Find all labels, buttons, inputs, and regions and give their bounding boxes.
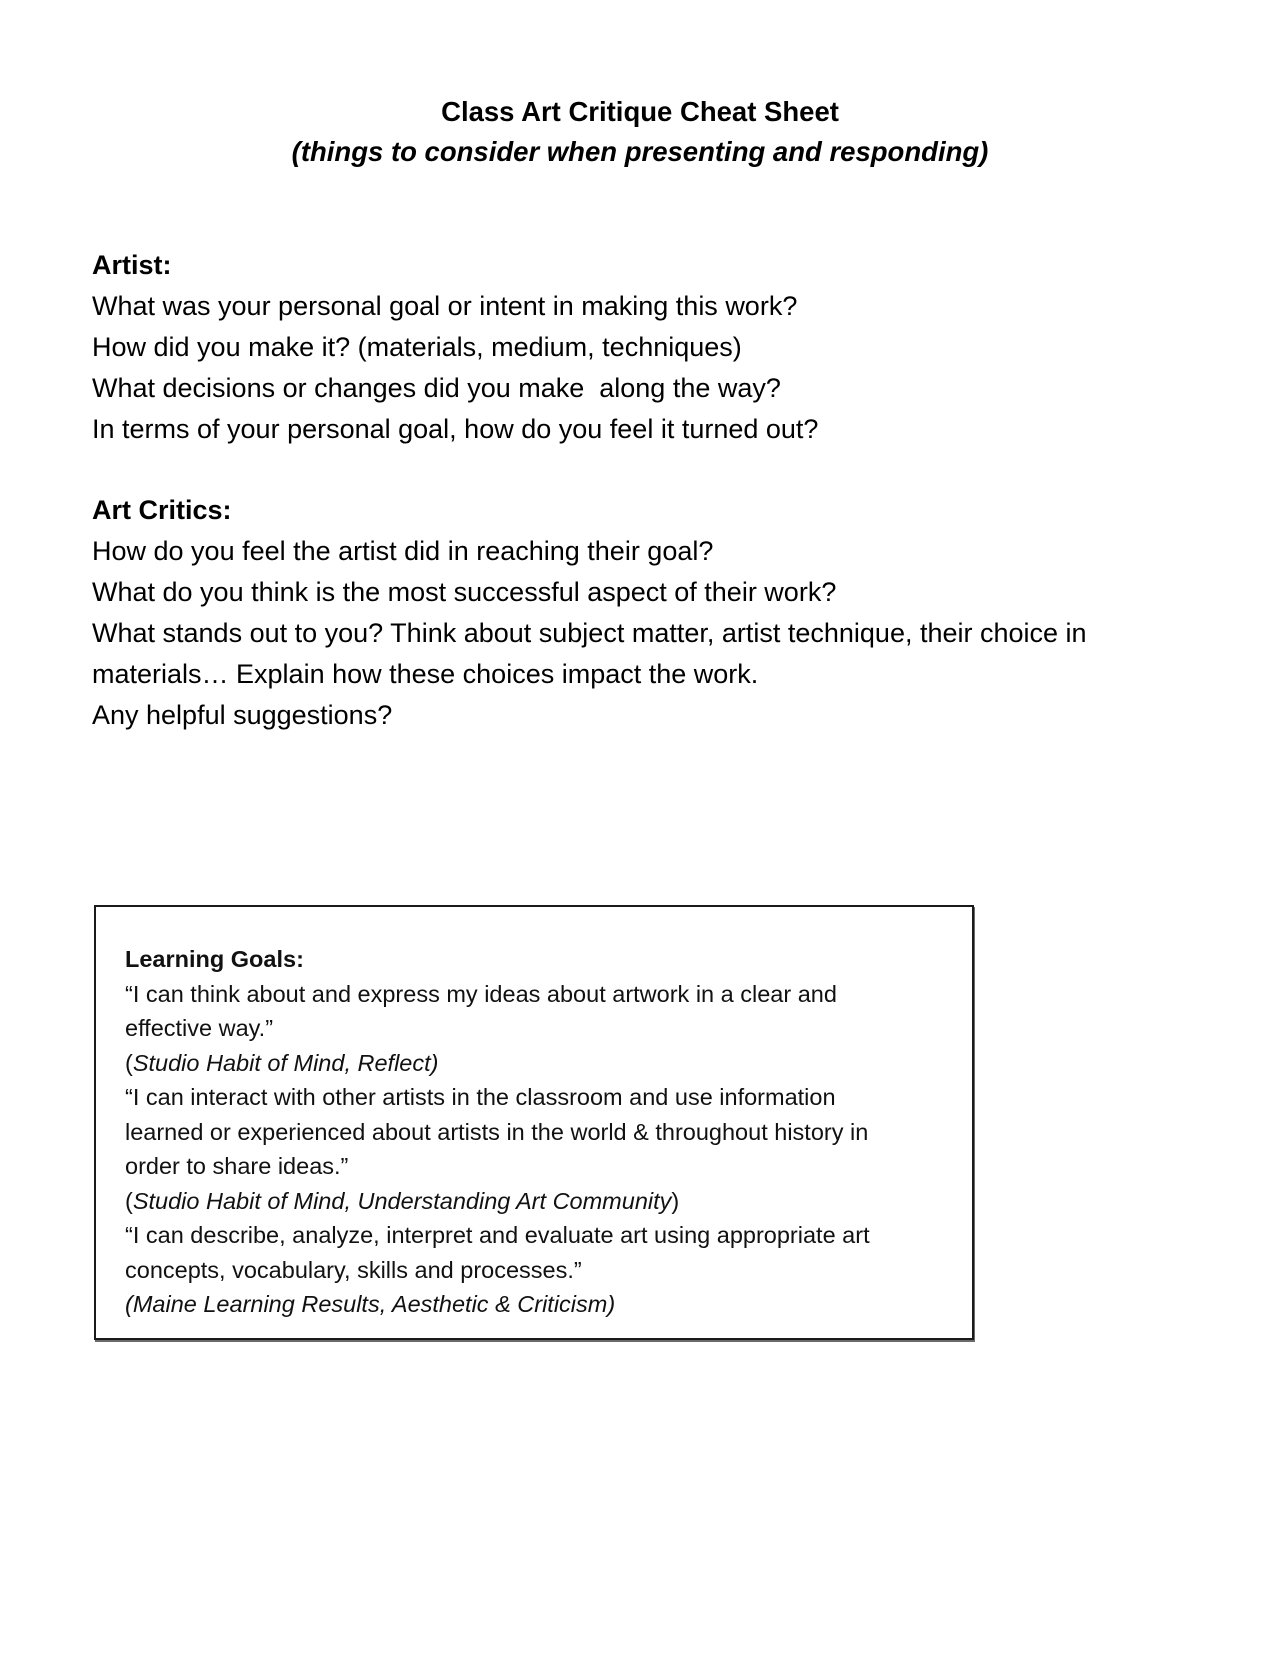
learning-goal-text: concepts, vocabulary, skills and processes.” (125, 1256, 582, 1283)
learning-goal-text: “I can think about and express my ideas about artwork in a clear and (125, 980, 837, 1007)
title-block (0, 92, 1280, 172)
artist-question: In terms of your personal goal, how do you feel it turned out? (92, 414, 819, 444)
learning-goals-box (94, 905, 974, 1340)
artist-question: How did you make it? (materials, medium, techniques) (92, 332, 742, 362)
learning-goal-source (125, 1046, 955, 1081)
learning-goal-text: effective way.” (125, 1015, 274, 1041)
document-title: Class Art Critique Cheat Sheet (441, 96, 839, 127)
paren-close: ) (671, 1187, 680, 1214)
learning-goal-source (125, 1184, 955, 1219)
critics-question: materials… Explain how these choices impact the work. (92, 659, 759, 689)
source-text: (Maine Learning Results, Aesthetic & Criticism) (125, 1291, 616, 1317)
critics-heading: Art Critics: (92, 495, 232, 525)
critics-question: What stands out to you? Think about subject matter, artist technique, their choice in (92, 618, 1087, 648)
artist-section (92, 245, 1212, 450)
paren-open: ( (125, 1049, 133, 1076)
source-text: Studio Habit of Mind, Understanding Art Community (132, 1187, 672, 1214)
paren-open: ( (125, 1187, 133, 1214)
critics-question: Any helpful suggestions? (92, 700, 393, 730)
learning-goals-heading: Learning Goals: (125, 946, 304, 972)
artist-question: What decisions or changes did you make along the way? (92, 373, 781, 403)
learning-goal-text: “I can describe, analyze, interpret and evaluate art using appropriate art (125, 1222, 870, 1248)
artist-heading: Artist: (92, 250, 172, 280)
document-subtitle: (things to consider when presenting and responding) (291, 136, 989, 167)
critics-section (92, 490, 1212, 736)
critics-question: What do you think is the most successful aspect of their work? (92, 577, 837, 607)
learning-goals-content (125, 942, 955, 1322)
critics-question: How do you feel the artist did in reaching their goal? (92, 536, 714, 566)
source-text: Studio Habit of Mind, Reflect) (132, 1049, 439, 1076)
artist-question: What was your personal goal or intent in making this work? (92, 291, 798, 321)
learning-goal-text: order to share ideas.” (125, 1153, 349, 1179)
learning-goal-source (125, 1287, 955, 1322)
learning-goal-text: “I can interact with other artists in the classroom and use information (125, 1084, 836, 1110)
learning-goal-text: learned or experienced about artists in the world & throughout history in (125, 1118, 869, 1145)
